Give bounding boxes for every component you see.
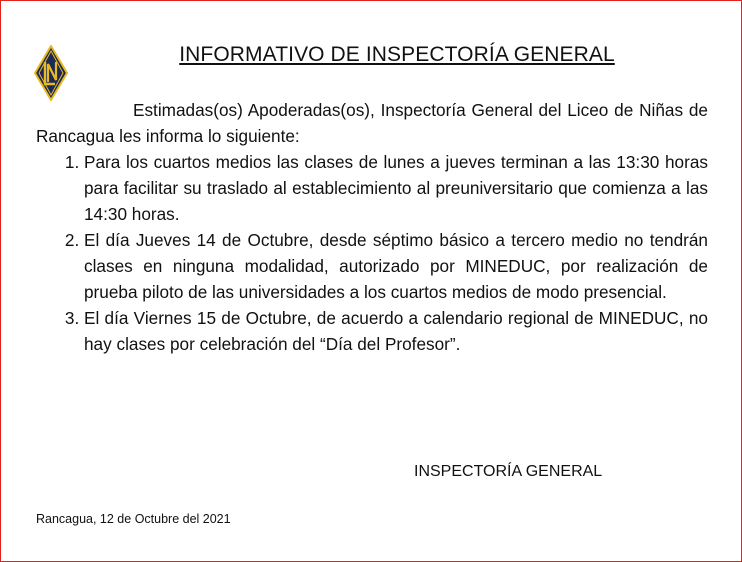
list-item: 2. El día Jueves 14 de Octubre, desde séptimo básico a tercero medio no tendrán clases en ninguna modalidad, autorizado por MINEDUC, por realización de prueba piloto de las universidades a los cuartos medios de modo presencial. xyxy=(84,227,708,305)
intro-paragraph: Estimadas(os) Apoderadas(os), Inspectoría General del Liceo de Niñas de Rancagua les informa lo siguiente: xyxy=(36,100,708,146)
notice-body xyxy=(36,97,708,357)
footer-date: Rancagua, 12 de Octubre del 2021 xyxy=(36,512,231,526)
signature: INSPECTORÍA GENERAL xyxy=(414,463,603,480)
page-title: INFORMATIVO DE INSPECTORÍA GENERAL xyxy=(179,43,615,66)
list-item: 1. Para los cuartos medios las clases de lunes a jueves terminan a las 13:30 horas para facilitar su traslado al establecimiento al preuniversitario que comienza a las 14:30 horas. xyxy=(84,149,708,227)
list-item: 3. El día Viernes 15 de Octubre, de acuerdo a calendario regional de MINEDUC, no hay clases por celebración del “Día del Profesor”. xyxy=(84,305,708,357)
notice-list xyxy=(36,149,708,357)
